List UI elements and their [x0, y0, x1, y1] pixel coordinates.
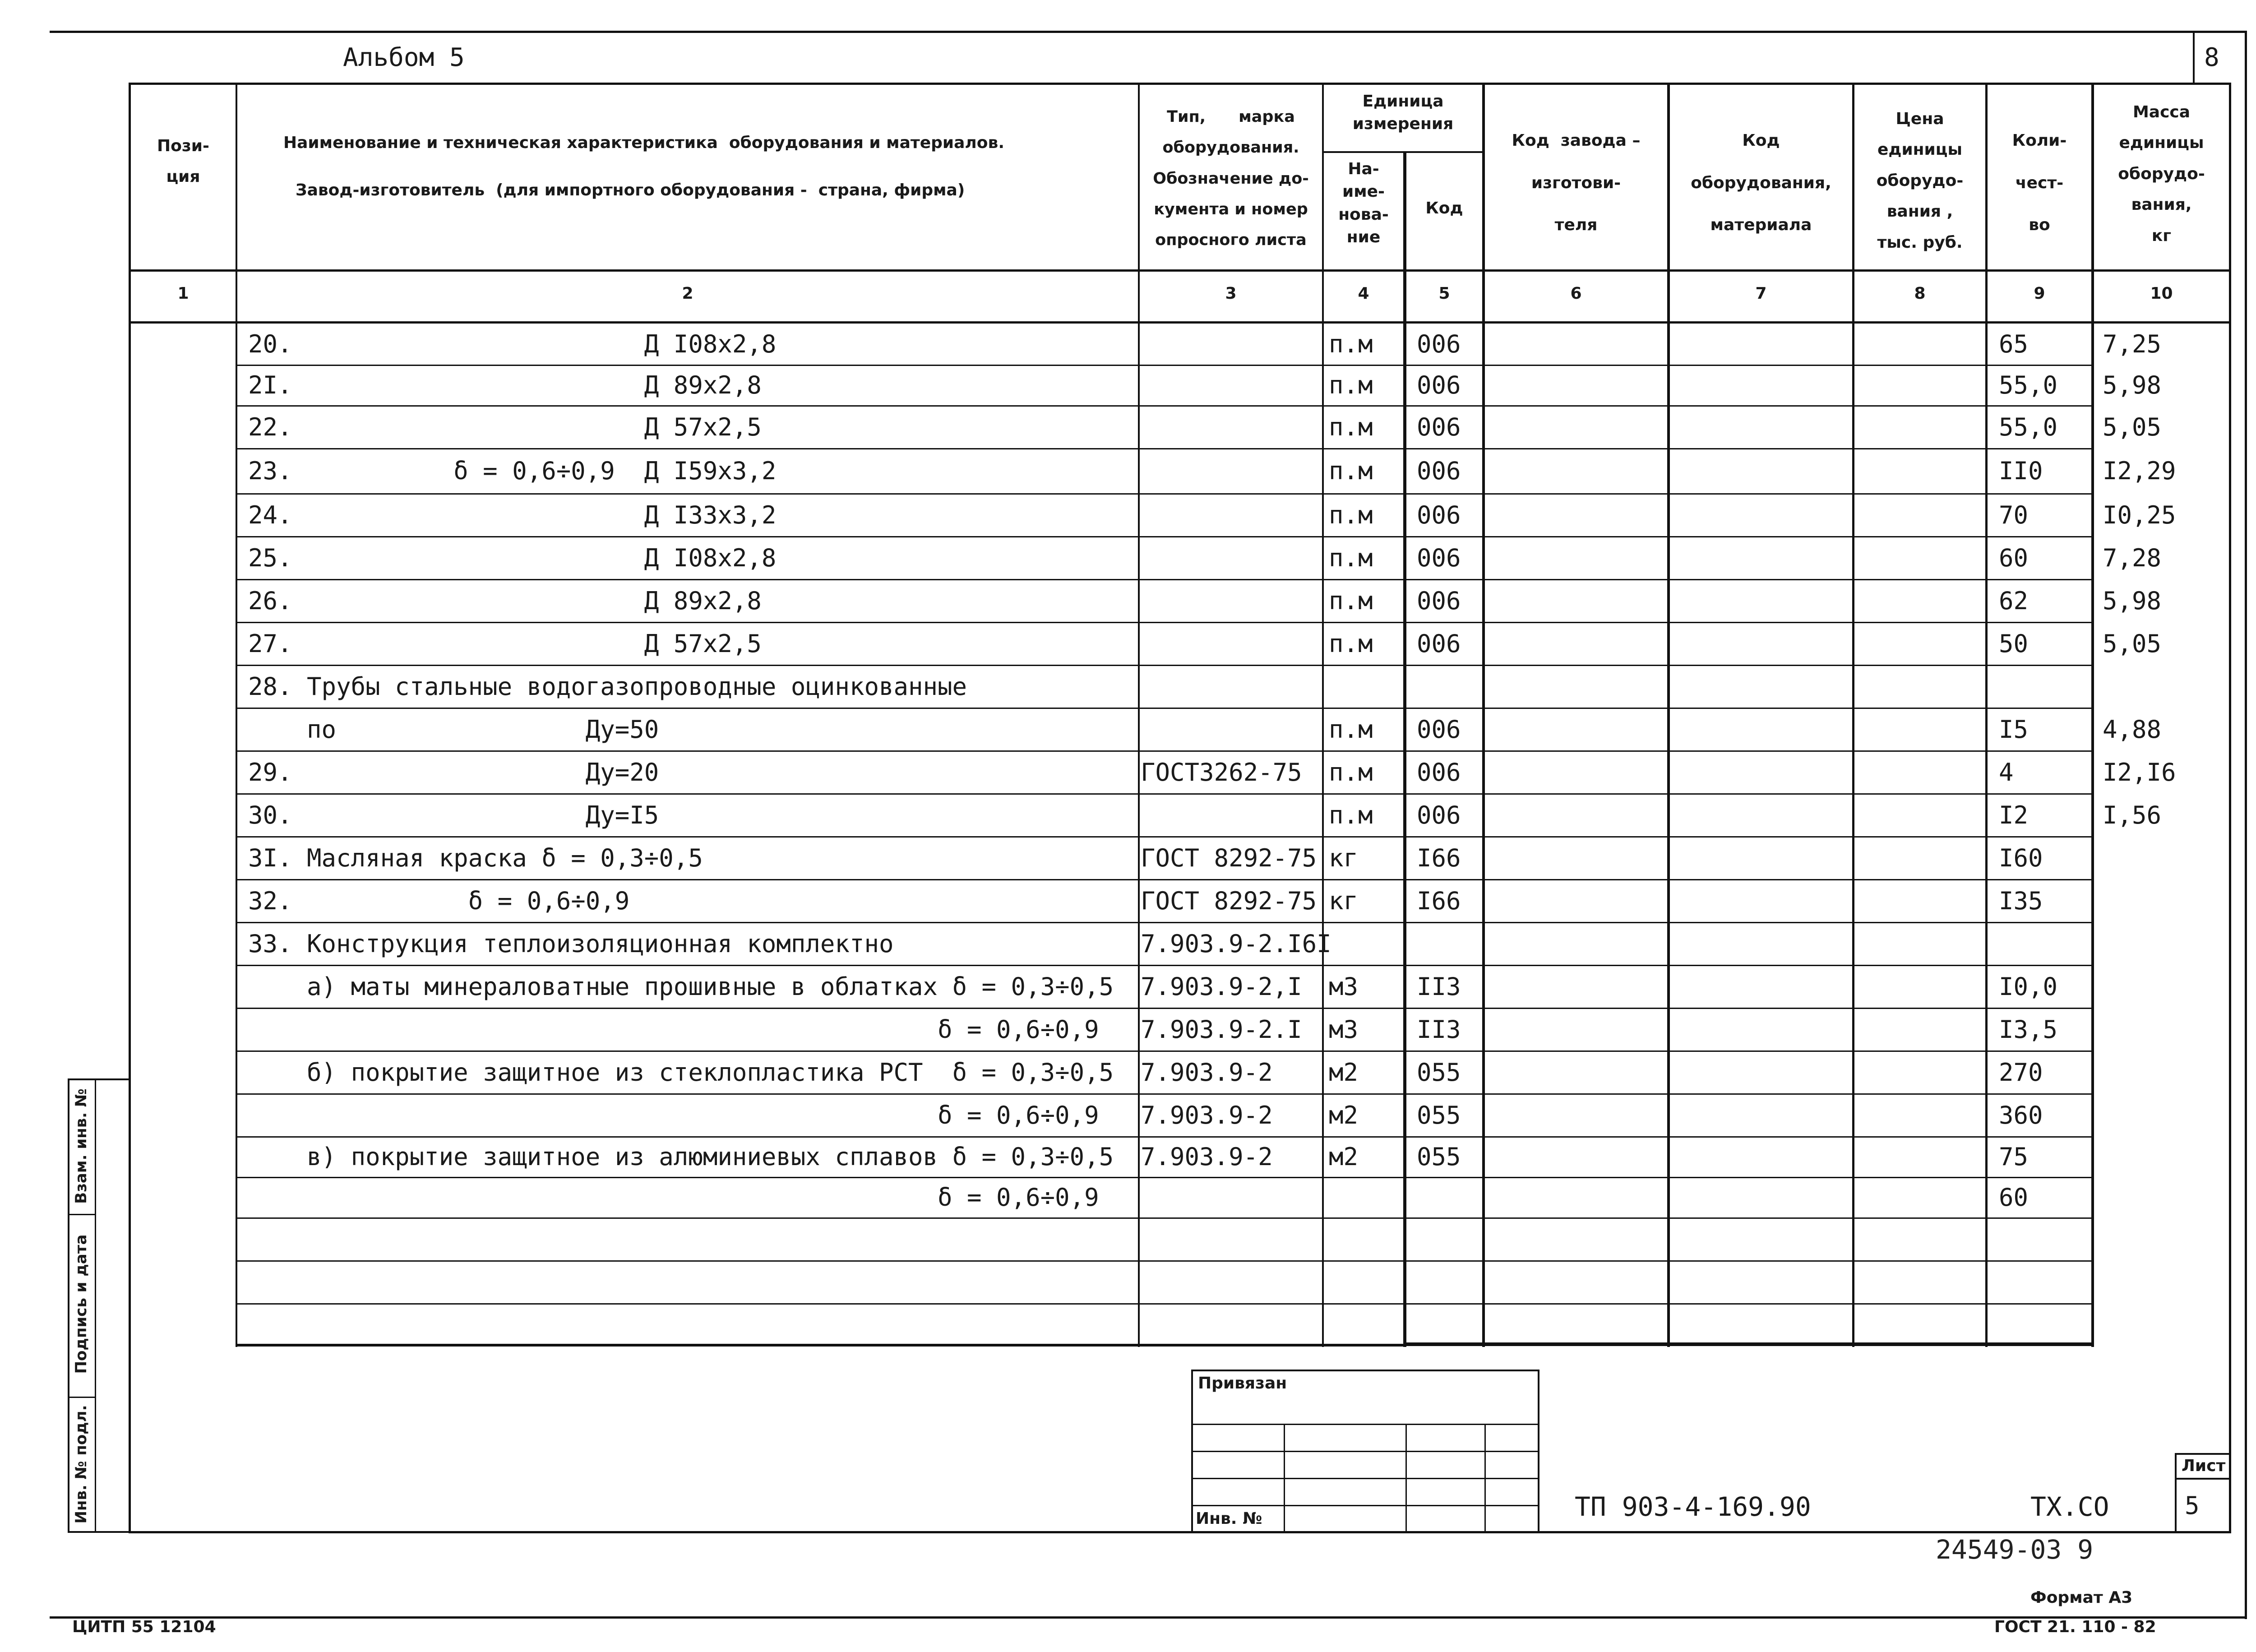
unit-group-sep — [1322, 151, 1482, 153]
sheet-box-top — [2175, 1453, 2231, 1455]
row-separator — [237, 879, 2092, 880]
row-name: 24. Д I33x3,2 — [248, 500, 777, 529]
row-code: 006 — [1417, 412, 1461, 441]
row-name: в) покрытие защитное из алюминиевых сплавов δ = 0,3÷0,5 — [248, 1143, 1114, 1171]
col-line-2 — [1138, 83, 1140, 1347]
side-strip-left — [68, 1078, 69, 1532]
row-separator — [237, 750, 2092, 752]
row-unit: п.м — [1329, 586, 1373, 615]
row-separator — [237, 1303, 2092, 1305]
row-name: 26. Д 89x2,8 — [248, 586, 762, 615]
col-line-9 — [2091, 83, 2094, 1347]
row-mass: I,56 — [2103, 801, 2162, 829]
footer-left: ЦИТП 55 12104 — [72, 1618, 216, 1636]
row-unit: п.м — [1329, 457, 1373, 485]
row-code: I66 — [1417, 886, 1461, 915]
sheet-label: Лист — [2182, 1457, 2226, 1475]
row-doc: ГОСТ3262-75 — [1141, 758, 1302, 787]
row-qty: I5 — [1999, 715, 2029, 744]
row-separator — [237, 836, 2092, 838]
row-doc: ГОСТ 8292-75 — [1141, 843, 1317, 872]
table-top — [129, 83, 2231, 85]
side-podpis: Подпись и дата — [72, 1234, 90, 1374]
header-col8: Цена единицы оборудо- вания , тыс. руб. — [1876, 110, 1964, 252]
footer-format: Формат А3 — [2030, 1588, 2133, 1607]
row-code: 006 — [1417, 371, 1461, 399]
row-separator — [237, 922, 2092, 923]
row-code: 006 — [1417, 586, 1461, 615]
stamp-privyazan: Привязан — [1198, 1374, 1287, 1393]
row-name: а) маты минераловатные прошивные в облатках δ = 0,3÷0,5 — [248, 972, 1114, 1001]
colnum-3: 3 — [1225, 284, 1237, 303]
row-name: б) покрытие защитное из стеклопластика РСТ δ = 0,3÷0,5 — [248, 1058, 1114, 1087]
row-qty: 70 — [1999, 500, 2029, 529]
row-name: 20. Д I08x2,8 — [248, 329, 777, 358]
bottom-frame-line — [50, 1616, 2247, 1619]
table-bottom — [129, 1531, 2231, 1533]
header-col1: Пози- ция — [157, 137, 209, 186]
page-box-line — [2193, 31, 2195, 84]
row-qty: 75 — [1999, 1143, 2029, 1171]
row-doc: 7.903.9-2 — [1141, 1101, 1273, 1129]
sheet-box-left — [2175, 1453, 2177, 1532]
row-name: 27. Д 57x2,5 — [248, 629, 762, 658]
row-separator — [237, 708, 2092, 709]
colnum-2: 2 — [682, 284, 693, 303]
stamp-row-3 — [1191, 1478, 1539, 1479]
row-code: 006 — [1417, 629, 1461, 658]
header-col2-line1: Наименование и техническая характеристика оборудования и материалов. — [283, 134, 1004, 152]
row-code: 055 — [1417, 1101, 1461, 1129]
row-qty: 270 — [1999, 1058, 2043, 1087]
row-code: 006 — [1417, 715, 1461, 744]
col-line-4 — [1403, 151, 1406, 1347]
stamp-top — [1191, 1370, 1539, 1371]
row-name: 2I. Д 89x2,8 — [248, 371, 762, 399]
header-col2-line2: Завод-изготовитель (для импортного оборудования - страна, фирма) — [296, 181, 965, 199]
colnum-8: 8 — [1914, 284, 1926, 303]
colnum-7: 7 — [1755, 284, 1767, 303]
col-line-1 — [236, 83, 237, 1347]
row-code: 006 — [1417, 457, 1461, 485]
row-name: 33. Конструкция теплоизоляционная комплектно — [248, 929, 894, 958]
row-separator — [237, 1344, 2092, 1345]
col-line-8 — [1985, 83, 1988, 1347]
row-unit: м2 — [1329, 1143, 1359, 1171]
row-separator — [237, 793, 2092, 795]
row-qty: 60 — [1999, 1183, 2029, 1212]
row-qty: 360 — [1999, 1101, 2043, 1129]
row-separator — [237, 365, 2092, 366]
colnum-9: 9 — [2034, 284, 2045, 303]
row-separator — [237, 1008, 2092, 1009]
col-line-3 — [1322, 83, 1324, 1347]
row-separator — [237, 1093, 2092, 1095]
row-doc: 7.903.9-2.I6I — [1141, 929, 1331, 958]
row-unit: п.м — [1329, 758, 1373, 787]
stamp-row-1 — [1191, 1424, 1539, 1425]
row-mass: 4,88 — [2103, 715, 2162, 744]
row-doc: 7.903.9-2 — [1141, 1058, 1273, 1087]
row-code: 006 — [1417, 500, 1461, 529]
col-line-5 — [1482, 83, 1485, 1347]
row-qty: 65 — [1999, 329, 2029, 358]
sheet-box-mid — [2175, 1478, 2231, 1480]
row-separator — [237, 405, 2092, 407]
row-mass: I0,25 — [2103, 500, 2176, 529]
row-name: 22. Д 57x2,5 — [248, 412, 762, 441]
stamp-col-1 — [1284, 1424, 1285, 1532]
row-mass: 5,98 — [2103, 371, 2162, 399]
row-code: II3 — [1417, 1015, 1461, 1044]
row-qty: I3,5 — [1999, 1015, 2058, 1044]
row-separator — [237, 448, 2092, 449]
row-code: 006 — [1417, 801, 1461, 829]
row-separator — [237, 536, 2092, 537]
row-name: 30. Ду=I5 — [248, 801, 659, 829]
row-separator — [237, 1260, 2092, 1262]
row-unit: м3 — [1329, 972, 1359, 1001]
row-qty: I35 — [1999, 886, 2043, 915]
col-line-6 — [1667, 83, 1670, 1347]
sheet-value: 5 — [2185, 1491, 2200, 1520]
row-qty: 4 — [1999, 758, 2014, 787]
row-separator — [237, 965, 2092, 966]
row-name: δ = 0,6÷0,9 — [248, 1183, 1099, 1212]
row-qty: II0 — [1999, 457, 2043, 485]
row-code: 055 — [1417, 1143, 1461, 1171]
row-mass: 5,05 — [2103, 412, 2162, 441]
row-doc: 7.903.9-2,I — [1141, 972, 1302, 1001]
row-code: II3 — [1417, 972, 1461, 1001]
row-name: 29. Ду=20 — [248, 758, 659, 787]
row-unit: п.м — [1329, 629, 1373, 658]
colnum-10: 10 — [2150, 284, 2173, 303]
row-unit: п.м — [1329, 543, 1373, 572]
row-unit: п.м — [1329, 801, 1373, 829]
row-separator — [237, 493, 2092, 495]
colnum-4: 4 — [1358, 284, 1369, 303]
row-code: I66 — [1417, 843, 1461, 872]
row-unit: кг — [1329, 886, 1359, 915]
row-separator — [237, 1050, 2092, 1052]
row-qty: I0,0 — [1999, 972, 2058, 1001]
side-vzam: Взам. инв. № — [72, 1088, 90, 1204]
row-unit: м2 — [1329, 1101, 1359, 1129]
colnum-5: 5 — [1438, 284, 1450, 303]
handwritten-number: 24549-03 9 — [1936, 1534, 2094, 1565]
stamp-row-2 — [1191, 1451, 1539, 1452]
row-doc: ГОСТ 8292-75 — [1141, 886, 1317, 915]
row-unit: м2 — [1329, 1058, 1359, 1087]
header-col4: На- име- нова- ние — [1338, 160, 1389, 247]
col-line-7 — [1852, 83, 1854, 1347]
row-separator — [237, 1136, 2092, 1138]
row-qty: I60 — [1999, 843, 2043, 872]
row-unit: кг — [1329, 843, 1359, 872]
header-col9: Коли- чест- во — [2012, 131, 2067, 235]
row-qty: 62 — [1999, 586, 2029, 615]
row-mass: 7,25 — [2103, 329, 2162, 358]
row-mass: 5,98 — [2103, 586, 2162, 615]
row-mass: 5,05 — [2103, 629, 2162, 658]
footer-gost: ГОСТ 21. 110 - 82 — [1994, 1618, 2156, 1636]
colnum-1: 1 — [177, 284, 189, 303]
side-inv-podl: Инв. № подл. — [72, 1405, 90, 1524]
row-qty: 55,0 — [1999, 371, 2058, 399]
row-mass: I2,I6 — [2103, 758, 2176, 787]
stamp-mark: ТХ.СО — [2030, 1491, 2109, 1522]
page-number: 8 — [2204, 43, 2219, 72]
row-separator — [237, 665, 2092, 666]
row-name: 28. Трубы стальные водогазопроводные оцинкованные — [248, 672, 967, 701]
header-col7: Код оборудования, материала — [1691, 131, 1831, 235]
row-mass: I2,29 — [2103, 457, 2176, 485]
header-bottom — [129, 269, 2231, 272]
row-separator — [237, 1217, 2092, 1219]
row-unit: п.м — [1329, 500, 1373, 529]
row-unit: п.м — [1329, 329, 1373, 358]
row-name: по Ду=50 — [248, 715, 659, 744]
row-separator — [237, 1177, 2092, 1178]
stamp-col-2 — [1405, 1424, 1407, 1532]
row-unit: п.м — [1329, 371, 1373, 399]
row-code: 006 — [1417, 758, 1461, 787]
row-separator — [237, 579, 2092, 580]
row-qty: I2 — [1999, 801, 2029, 829]
row-name: δ = 0,6÷0,9 — [248, 1101, 1099, 1129]
colnum-bottom — [129, 321, 2231, 324]
stamp-inv-no: Инв. № — [1196, 1509, 1262, 1528]
row-name: 23. δ = 0,6÷0,9 Д I59x3,2 — [248, 457, 777, 485]
header-col6: Код завода – изготови- теля — [1512, 131, 1641, 235]
row-separator — [237, 622, 2092, 623]
row-code: 006 — [1417, 329, 1461, 358]
colnum-6: 6 — [1570, 284, 1582, 303]
album-title: Альбом 5 — [343, 43, 465, 72]
row-mass: 7,28 — [2103, 543, 2162, 572]
stamp-doc-code: ТП 903-4-169.90 — [1575, 1491, 1811, 1522]
table-right — [2229, 83, 2231, 1533]
stamp-row-4 — [1191, 1505, 1539, 1506]
stamp-col-3 — [1484, 1424, 1486, 1532]
row-doc: 7.903.9-2 — [1141, 1143, 1273, 1171]
side-sep-1 — [68, 1214, 95, 1215]
header-col3: Тип, марка оборудования. Обозначение до- кумента и номер опросного листа — [1153, 108, 1309, 249]
row-name: δ = 0,6÷0,9 — [248, 1015, 1099, 1044]
top-frame-line — [50, 31, 2247, 33]
right-frame-line — [2245, 31, 2247, 1619]
row-qty: 55,0 — [1999, 412, 2058, 441]
header-col5: Код — [1425, 199, 1463, 217]
row-name: 3I. Масляная краска δ = 0,3÷0,5 — [248, 843, 703, 872]
row-unit: м3 — [1329, 1015, 1359, 1044]
header-col10: Масса единицы оборудо- вания, кг — [2118, 103, 2205, 245]
row-doc: 7.903.9-2.I — [1141, 1015, 1302, 1044]
row-unit: п.м — [1329, 412, 1373, 441]
side-strip-mid — [95, 1078, 96, 1532]
row-name: 25. Д I08x2,8 — [248, 543, 777, 572]
header-col45-group: Единица измерения — [1352, 92, 1454, 134]
row-qty: 50 — [1999, 629, 2029, 658]
row-code: 006 — [1417, 543, 1461, 572]
row-name: 32. δ = 0,6÷0,9 — [248, 886, 630, 915]
row-code: 055 — [1417, 1058, 1461, 1087]
row-unit: п.м — [1329, 715, 1373, 744]
row-qty: 60 — [1999, 543, 2029, 572]
